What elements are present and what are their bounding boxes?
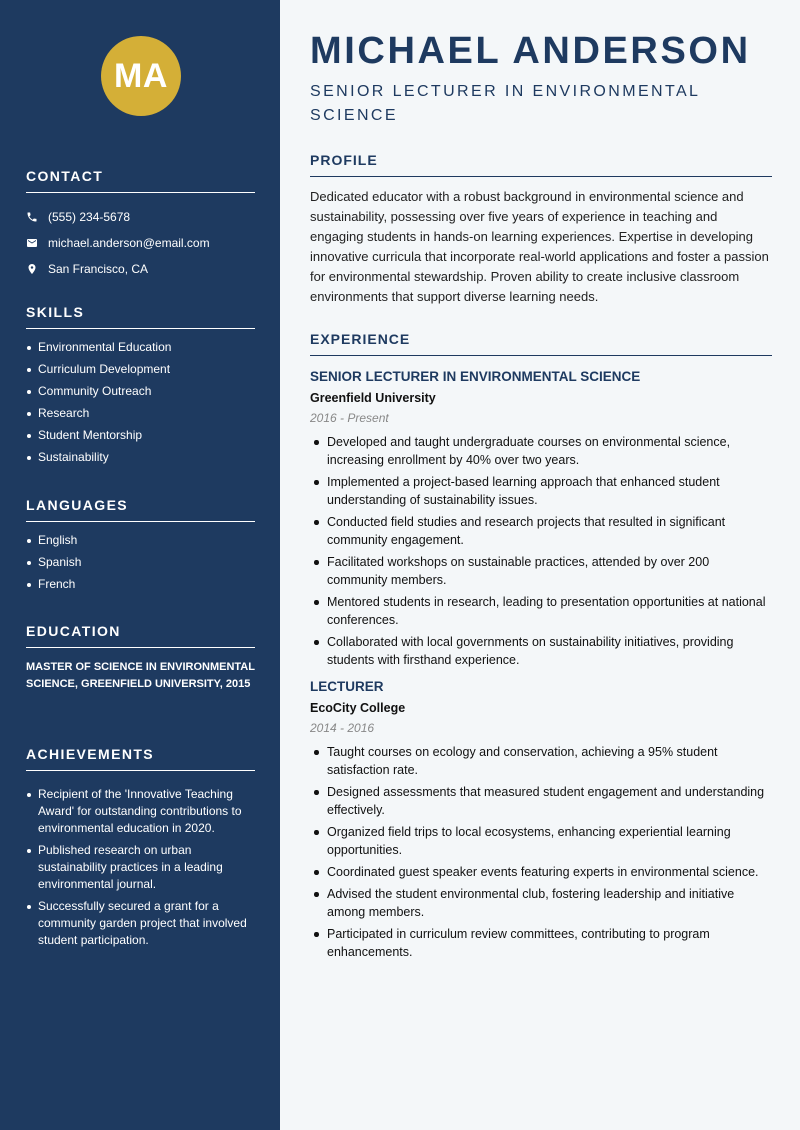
skill-item: Community Outreach <box>26 383 255 400</box>
location-pin-icon <box>26 263 38 275</box>
contact-section <box>26 168 255 282</box>
achievements-heading: ACHIEVEMENTS <box>26 746 255 771</box>
job-company: EcoCity College <box>310 701 406 715</box>
languages-heading: LANGUAGES <box>26 497 255 522</box>
job-entry <box>310 369 772 669</box>
profile-section <box>310 152 772 307</box>
phone-icon <box>26 211 38 223</box>
job-bullet: Taught courses on ecology and conservation, achieving a 95% student satisfaction rate. <box>310 743 772 779</box>
languages-section <box>26 497 255 598</box>
achievement-item: Successfully secured a grant for a community garden project that involved student participation. <box>26 898 255 949</box>
job-bullet: Participated in curriculum review committees, contributing to program enhancements. <box>310 925 772 961</box>
profile-heading: PROFILE <box>310 152 772 177</box>
job-title: LECTURER <box>310 679 384 694</box>
experience-section <box>310 331 772 965</box>
language-item: English <box>26 532 255 549</box>
sidebar <box>0 0 280 1130</box>
achievements-list <box>26 786 255 949</box>
job-company: Greenfield University <box>310 391 436 405</box>
location-text: San Francisco, CA <box>48 262 149 276</box>
job-title: SENIOR LECTURER IN ENVIRONMENTAL SCIENCE <box>310 369 641 384</box>
candidate-title: SENIOR LECTURER IN ENVIRONMENTAL SCIENCE <box>310 83 700 124</box>
skills-heading: SKILLS <box>26 304 255 329</box>
job-bullets <box>310 433 772 669</box>
language-item: French <box>26 576 255 593</box>
contact-email <box>26 230 255 256</box>
skill-item: Research <box>26 405 255 422</box>
profile-text: Dedicated educator with a robust background in environmental science and sustainability, possessing over five years of experience in teaching and engaging students in hands-on learning experiences. Expertise in developing innovative curricula that incorporate real-world applications and foster a passion for environmental stewardship. Proven ability to create inclusive classroom environments that support diverse learning needs. <box>310 189 769 304</box>
skills-list <box>26 339 255 466</box>
job-dates: 2014 - 2016 <box>310 721 375 735</box>
achievements-section <box>26 746 255 954</box>
job-bullets <box>310 743 772 961</box>
job-bullet: Advised the student environmental club, fostering leadership and initiative among members. <box>310 885 772 921</box>
mail-icon <box>26 237 38 249</box>
job-bullet: Conducted field studies and research projects that resulted in significant community engagement. <box>310 513 772 549</box>
experience-heading: EXPERIENCE <box>310 331 772 356</box>
email-text: michael.anderson@email.com <box>48 236 210 250</box>
skill-item: Environmental Education <box>26 339 255 356</box>
candidate-name: MICHAEL ANDERSON <box>310 30 751 72</box>
job-bullet: Implemented a project-based learning approach that enhanced student understanding of sustainability issues. <box>310 473 772 509</box>
language-item: Spanish <box>26 554 255 571</box>
job-bullet: Facilitated workshops on sustainable practices, attended by over 200 community members. <box>310 553 772 589</box>
achievement-item: Recipient of the 'Innovative Teaching Award' for outstanding contributions to environmental education in 2020. <box>26 786 255 837</box>
contact-list <box>26 204 255 282</box>
achievement-item: Published research on urban sustainability practices in a leading environmental journal. <box>26 842 255 893</box>
job-bullet: Coordinated guest speaker events featuring experts in environmental science. <box>310 863 772 881</box>
contact-location <box>26 256 255 282</box>
skill-item: Sustainability <box>26 449 255 466</box>
phone-text: (555) 234-5678 <box>48 210 131 224</box>
job-bullet: Organized field trips to local ecosystems, enhancing experiential learning opportunities. <box>310 823 772 859</box>
job-bullet: Designed assessments that measured student engagement and understanding effectively. <box>310 783 772 819</box>
job-bullet: Developed and taught undergraduate courses on environmental science, increasing enrollment by 40% over two years. <box>310 433 772 469</box>
education-section <box>26 623 255 693</box>
skills-section <box>26 304 255 471</box>
languages-list <box>26 532 255 593</box>
education-heading: EDUCATION <box>26 623 255 648</box>
job-dates: 2016 - Present <box>310 411 389 425</box>
job-bullet: Collaborated with local governments on sustainability initiatives, providing students with firsthand experience. <box>310 633 772 669</box>
contact-heading: CONTACT <box>26 168 255 193</box>
contact-phone <box>26 204 255 230</box>
job-entry <box>310 679 772 961</box>
avatar: MA <box>101 36 181 116</box>
education-entry: MASTER OF SCIENCE IN ENVIRONMENTAL SCIENCE, GREENFIELD UNIVERSITY, 2015 <box>26 661 255 690</box>
skill-item: Curriculum Development <box>26 361 255 378</box>
skill-item: Student Mentorship <box>26 427 255 444</box>
job-bullet: Mentored students in research, leading to presentation opportunities at national conferences. <box>310 593 772 629</box>
